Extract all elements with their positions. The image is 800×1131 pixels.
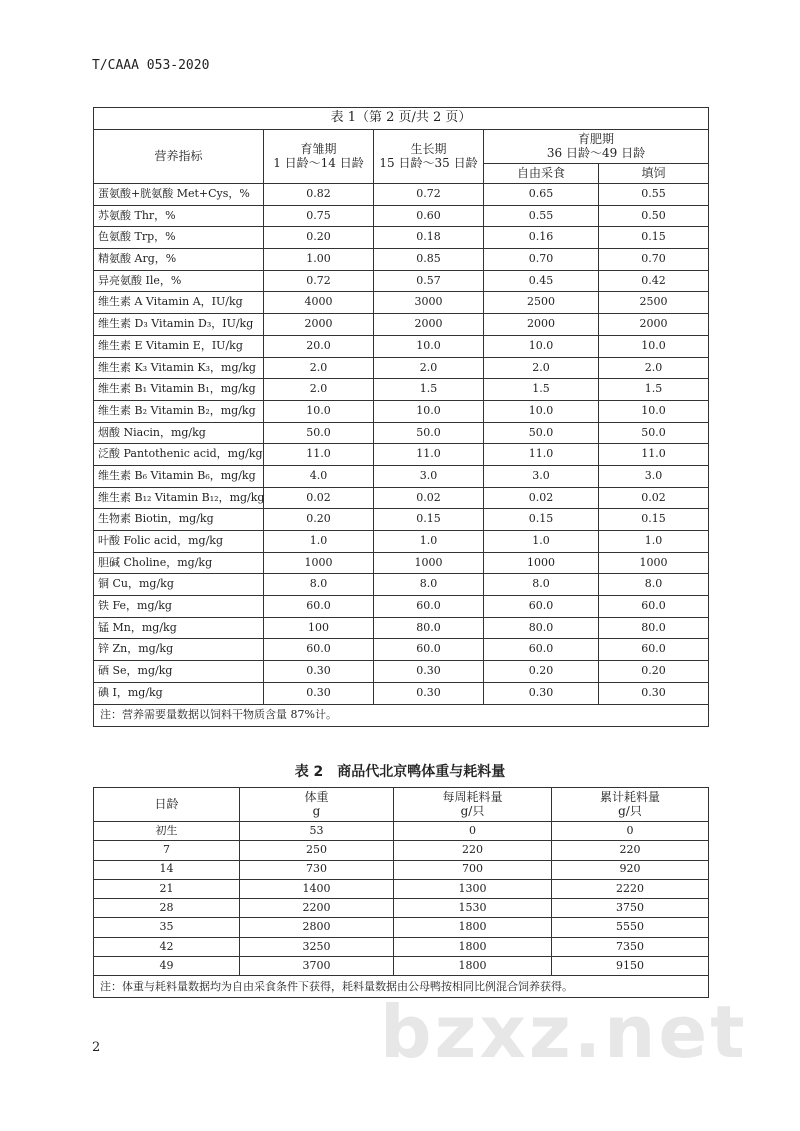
table-row (94, 487, 709, 509)
value-cell: 1.00 (264, 249, 374, 271)
age-cell: 初生 (94, 822, 240, 841)
indicator-label: 硒 Se，mg/kg (94, 661, 264, 683)
indicator-label: 蛋氨酸+胱氨酸 Met+Cys，% (94, 184, 264, 206)
value-cell: 0.15 (599, 509, 709, 531)
weight-feed-table (93, 787, 709, 998)
table1-caption: 表 1（第 2 页/共 2 页） (94, 108, 709, 130)
value-cell: 8.0 (264, 574, 374, 596)
table-row (94, 314, 709, 336)
value-cell: 0.55 (484, 205, 599, 227)
value-cell: 0.45 (484, 270, 599, 292)
value-cell: 0 (552, 822, 709, 841)
value-cell: 2.0 (374, 357, 484, 379)
table-row (94, 335, 709, 357)
age-cell: 7 (94, 841, 240, 860)
table-row (94, 639, 709, 661)
value-cell: 0.15 (374, 509, 484, 531)
header-fattening-days: 36 日龄～49 日龄 (546, 145, 646, 160)
indicator-label: 色氨酸 Trp，% (94, 227, 264, 249)
value-cell: 1.0 (374, 531, 484, 553)
value-cell: 60.0 (484, 596, 599, 618)
value-cell: 80.0 (599, 617, 709, 639)
value-cell: 1300 (394, 879, 552, 898)
value-cell: 1000 (374, 552, 484, 574)
value-cell: 2500 (599, 292, 709, 314)
value-cell: 50.0 (599, 422, 709, 444)
value-cell: 10.0 (484, 335, 599, 357)
value-cell: 60.0 (599, 639, 709, 661)
value-cell: 0.15 (484, 509, 599, 531)
watermark: bzxz.net (380, 990, 748, 1074)
value-cell: 2500 (484, 292, 599, 314)
indicator-label: 叶酸 Folic acid，mg/kg (94, 531, 264, 553)
value-cell: 5550 (552, 918, 709, 937)
value-cell: 1.5 (484, 379, 599, 401)
value-cell: 0.18 (374, 227, 484, 249)
value-cell: 10.0 (599, 400, 709, 422)
value-cell: 1000 (264, 552, 374, 574)
header-force-feeding: 填饲 (599, 164, 709, 184)
value-cell: 2200 (240, 899, 394, 918)
table-row (94, 860, 709, 879)
header-indicator: 营养指标 (94, 130, 264, 184)
value-cell: 50.0 (484, 422, 599, 444)
value-cell: 0.30 (599, 682, 709, 704)
table-row (94, 957, 709, 976)
header-weight-label: 体重 (304, 789, 329, 804)
value-cell: 1800 (394, 918, 552, 937)
value-cell: 10.0 (484, 400, 599, 422)
value-cell: 2.0 (599, 357, 709, 379)
header-cumulative-feed (552, 788, 709, 822)
table-row (94, 227, 709, 249)
value-cell: 0.30 (264, 682, 374, 704)
table-row (94, 270, 709, 292)
age-cell: 28 (94, 899, 240, 918)
indicator-label: 维生素 E Vitamin E，IU/kg (94, 335, 264, 357)
value-cell: 0.82 (264, 184, 374, 206)
indicator-label: 维生素 B₁ Vitamin B₁，mg/kg (94, 379, 264, 401)
indicator-label: 精氨酸 Arg，% (94, 249, 264, 271)
value-cell: 7350 (552, 937, 709, 956)
indicator-label: 锌 Zn，mg/kg (94, 639, 264, 661)
indicator-label: 碘 I，mg/kg (94, 682, 264, 704)
table-row (94, 879, 709, 898)
value-cell: 8.0 (484, 574, 599, 596)
table-row (94, 596, 709, 618)
standard-code: T/CAAA 053-2020 (92, 58, 210, 73)
value-cell: 10.0 (264, 400, 374, 422)
value-cell: 11.0 (484, 444, 599, 466)
age-cell: 14 (94, 860, 240, 879)
header-growing-period: 生长期 (410, 141, 447, 156)
value-cell: 80.0 (374, 617, 484, 639)
table-row (94, 509, 709, 531)
table-row (94, 465, 709, 487)
table-row (94, 357, 709, 379)
header-brooding-days: 1 日龄～14 日龄 (273, 155, 364, 170)
value-cell: 250 (240, 841, 394, 860)
header-brooding-period: 育雏期 (300, 141, 337, 156)
table2-note: 注：体重与耗料量数据均为自由采食条件下获得，耗料量数据由公母鸭按相同比例混合饲养获得。 (94, 976, 709, 998)
value-cell: 0.30 (374, 682, 484, 704)
value-cell: 920 (552, 860, 709, 879)
table-row (94, 918, 709, 937)
value-cell: 0.55 (599, 184, 709, 206)
value-cell: 220 (394, 841, 552, 860)
value-cell: 1000 (484, 552, 599, 574)
value-cell: 3750 (552, 899, 709, 918)
value-cell: 60.0 (599, 596, 709, 618)
value-cell: 11.0 (374, 444, 484, 466)
value-cell: 0.20 (484, 661, 599, 683)
table-row (94, 400, 709, 422)
value-cell: 2000 (484, 314, 599, 336)
table1-note: 注：营养需要量数据以饲料干物质含量 87%计。 (94, 704, 709, 726)
indicator-label: 维生素 K₃ Vitamin K₃，mg/kg (94, 357, 264, 379)
value-cell: 50.0 (264, 422, 374, 444)
value-cell: 11.0 (264, 444, 374, 466)
table-row (94, 574, 709, 596)
value-cell: 4.0 (264, 465, 374, 487)
indicator-label: 胆碱 Choline，mg/kg (94, 552, 264, 574)
value-cell: 0.20 (599, 661, 709, 683)
value-cell: 0.72 (264, 270, 374, 292)
table-row (94, 249, 709, 271)
table-row (94, 937, 709, 956)
age-cell: 21 (94, 879, 240, 898)
value-cell: 9150 (552, 957, 709, 976)
value-cell: 3.0 (599, 465, 709, 487)
value-cell: 2.0 (484, 357, 599, 379)
table-row (94, 444, 709, 466)
header-weight (240, 788, 394, 822)
indicator-label: 异亮氨酸 Ile，% (94, 270, 264, 292)
value-cell: 0.02 (374, 487, 484, 509)
value-cell: 0.42 (599, 270, 709, 292)
indicator-label: 生物素 Biotin，mg/kg (94, 509, 264, 531)
nutrition-requirements-table (93, 107, 709, 727)
value-cell: 700 (394, 860, 552, 879)
value-cell: 20.0 (264, 335, 374, 357)
indicator-label: 泛酸 Pantothenic acid，mg/kg (94, 444, 264, 466)
value-cell: 10.0 (374, 400, 484, 422)
table2-title: 表 2 商品代北京鸭体重与耗料量 (294, 764, 506, 780)
header-brooding (264, 130, 374, 184)
value-cell: 0.50 (599, 205, 709, 227)
value-cell: 3000 (374, 292, 484, 314)
table-row (94, 661, 709, 683)
value-cell: 0.20 (264, 227, 374, 249)
value-cell: 0.02 (599, 487, 709, 509)
value-cell: 0.02 (264, 487, 374, 509)
value-cell: 2.0 (264, 379, 374, 401)
value-cell: 53 (240, 822, 394, 841)
table-row (94, 205, 709, 227)
value-cell: 11.0 (599, 444, 709, 466)
value-cell: 1.5 (599, 379, 709, 401)
indicator-label: 锰 Mn，mg/kg (94, 617, 264, 639)
header-weekly-feed (394, 788, 552, 822)
table-row (94, 552, 709, 574)
value-cell: 1400 (240, 879, 394, 898)
indicator-label: 苏氨酸 Thr，% (94, 205, 264, 227)
value-cell: 0.57 (374, 270, 484, 292)
value-cell: 4000 (264, 292, 374, 314)
value-cell: 1800 (394, 957, 552, 976)
value-cell: 8.0 (374, 574, 484, 596)
value-cell: 1000 (599, 552, 709, 574)
value-cell: 0.60 (374, 205, 484, 227)
table-row (94, 899, 709, 918)
value-cell: 0 (394, 822, 552, 841)
value-cell: 80.0 (484, 617, 599, 639)
table-row (94, 292, 709, 314)
value-cell: 0.20 (264, 509, 374, 531)
value-cell: 0.72 (374, 184, 484, 206)
value-cell: 0.85 (374, 249, 484, 271)
value-cell: 0.70 (484, 249, 599, 271)
value-cell: 10.0 (599, 335, 709, 357)
table-row (94, 617, 709, 639)
header-weekly-feed-label: 每周耗料量 (442, 789, 503, 804)
value-cell: 60.0 (374, 596, 484, 618)
value-cell: 2.0 (264, 357, 374, 379)
value-cell: 8.0 (599, 574, 709, 596)
indicator-label: 铁 Fe，mg/kg (94, 596, 264, 618)
value-cell: 0.30 (264, 661, 374, 683)
header-growing-days: 15 日龄～35 日龄 (379, 155, 478, 170)
header-growing (374, 130, 484, 184)
value-cell: 60.0 (374, 639, 484, 661)
value-cell: 100 (264, 617, 374, 639)
indicator-label: 维生素 B₂ Vitamin B₂，mg/kg (94, 400, 264, 422)
indicator-label: 维生素 D₃ Vitamin D₃，IU/kg (94, 314, 264, 336)
value-cell: 2000 (599, 314, 709, 336)
value-cell: 3700 (240, 957, 394, 976)
indicator-label: 维生素 B₁₂ Vitamin B₁₂，mg/kg (94, 487, 264, 509)
table-row (94, 841, 709, 860)
value-cell: 3.0 (484, 465, 599, 487)
value-cell: 1.5 (374, 379, 484, 401)
indicator-label: 铜 Cu，mg/kg (94, 574, 264, 596)
table-row (94, 822, 709, 841)
value-cell: 2000 (374, 314, 484, 336)
value-cell: 0.70 (599, 249, 709, 271)
header-age: 日龄 (94, 788, 240, 822)
page-number: 2 (92, 1040, 101, 1055)
indicator-label: 烟酸 Niacin，mg/kg (94, 422, 264, 444)
table-row (94, 422, 709, 444)
value-cell: 60.0 (264, 639, 374, 661)
value-cell: 2000 (264, 314, 374, 336)
header-fattening (484, 130, 709, 164)
value-cell: 50.0 (374, 422, 484, 444)
value-cell: 60.0 (264, 596, 374, 618)
table-row (94, 184, 709, 206)
header-free-feeding: 自由采食 (484, 164, 599, 184)
table-row (94, 682, 709, 704)
value-cell: 730 (240, 860, 394, 879)
value-cell: 1.0 (264, 531, 374, 553)
table-row (94, 531, 709, 553)
value-cell: 0.30 (374, 661, 484, 683)
age-cell: 49 (94, 957, 240, 976)
value-cell: 0.75 (264, 205, 374, 227)
value-cell: 0.15 (599, 227, 709, 249)
header-cumulative-feed-unit: g/只 (618, 803, 642, 818)
age-cell: 42 (94, 937, 240, 956)
value-cell: 60.0 (484, 639, 599, 661)
header-weight-unit: g (312, 803, 321, 818)
header-weekly-feed-unit: g/只 (460, 803, 485, 818)
value-cell: 2800 (240, 918, 394, 937)
value-cell: 0.30 (484, 682, 599, 704)
header-cumulative-feed-label: 累计耗料量 (599, 789, 660, 804)
value-cell: 1.0 (599, 531, 709, 553)
value-cell: 220 (552, 841, 709, 860)
value-cell: 0.02 (484, 487, 599, 509)
age-cell: 35 (94, 918, 240, 937)
indicator-label: 维生素 A Vitamin A，IU/kg (94, 292, 264, 314)
value-cell: 1.0 (484, 531, 599, 553)
header-fattening-period: 育肥期 (578, 131, 615, 146)
value-cell: 10.0 (374, 335, 484, 357)
value-cell: 3.0 (374, 465, 484, 487)
value-cell: 3250 (240, 937, 394, 956)
value-cell: 0.65 (484, 184, 599, 206)
value-cell: 1800 (394, 937, 552, 956)
value-cell: 1530 (394, 899, 552, 918)
value-cell: 2220 (552, 879, 709, 898)
table-row (94, 379, 709, 401)
indicator-label: 维生素 B₆ Vitamin B₆，mg/kg (94, 465, 264, 487)
value-cell: 0.16 (484, 227, 599, 249)
